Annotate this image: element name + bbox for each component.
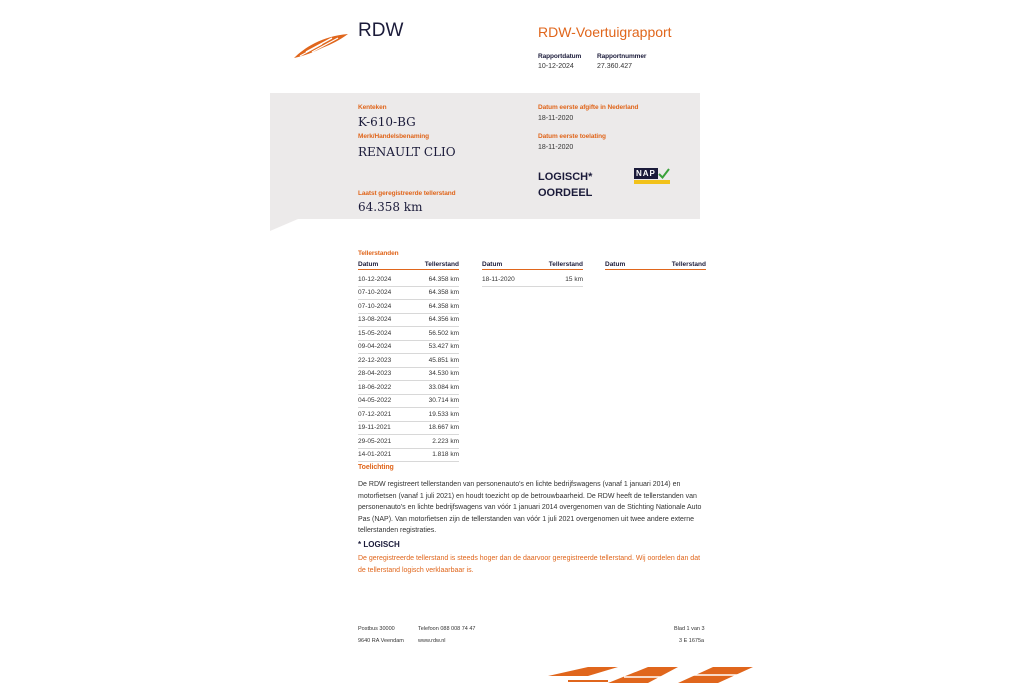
- first-nl-value: 18-11-2020: [538, 115, 574, 122]
- header-date: Datum: [482, 261, 503, 268]
- logisch-title: * LOGISCH: [358, 540, 400, 549]
- row-reading: 64.358 km: [428, 289, 459, 297]
- footer-postbus: Postbus 30000: [358, 626, 395, 632]
- plate-label: Kenteken: [358, 104, 387, 111]
- readings-column-1: [358, 261, 459, 462]
- row-reading: 34.530 km: [428, 370, 459, 378]
- report-title: RDW-Voertuigrapport: [538, 24, 672, 40]
- last-reading-label: Laatst geregistreerde tellerstand: [358, 190, 456, 197]
- row-date: 19-11-2021: [358, 424, 391, 432]
- brand-name: RDW: [358, 20, 404, 41]
- table-row: [358, 327, 459, 341]
- header-reading: Tellerstand: [548, 261, 583, 268]
- explanation-paragraph: De RDW registreert tellerstanden van personenauto's en lichte bedrijfswagens (vanaf 1 januari 2014) en motorfietsen (vanaf 1 juli 2021) en houdt toezicht op de betrouwbaarheid. De RDW heeft de tellerstanden van personenauto's en lichte bedrijfswagens van vóór 1 januari 2014 overgenomen van de Stichting Nationale Auto Pas (NAP). Van motorfietsen zijn de tellerstanden van vóór 1 juli 2021 overgenomen uit twee andere externe tellerstanden registraties.: [358, 481, 702, 534]
- table-row: [358, 314, 459, 328]
- plate-value: K-610-BG: [358, 115, 416, 129]
- table-row: [358, 300, 459, 314]
- last-reading-value: 64.358 km: [358, 200, 423, 214]
- row-date: 10-12-2024: [358, 275, 392, 283]
- vehicle-panel: [270, 93, 700, 219]
- row-date: 18-06-2022: [358, 383, 392, 391]
- table-header: [358, 261, 459, 270]
- table-row: [358, 368, 459, 382]
- logisch-text: De geregistreerde tellerstand is steeds hoger dan de daarvoor geregistreerde tellerstand. Wij oordelen dan dat de tellerstand logisch verklaarbaar is.: [358, 555, 701, 574]
- row-reading: 18.667 km: [428, 424, 459, 432]
- table-row: [358, 273, 459, 287]
- make-value: RENAULT CLIO: [358, 145, 456, 159]
- row-date: 09-04-2024: [358, 343, 392, 351]
- table-header: [482, 261, 583, 270]
- header-reading: Tellerstand: [424, 261, 459, 268]
- row-date: 13-08-2024: [358, 316, 392, 324]
- explanation-title: Toelichting: [358, 464, 394, 471]
- table-row: [358, 435, 459, 449]
- report-number-label: Rapportnummer: [597, 53, 647, 60]
- nap-logo-icon: [634, 168, 676, 186]
- first-admission-label: Datum eerste toelating: [538, 133, 606, 140]
- row-date: 04-05-2022: [358, 397, 392, 405]
- row-date: 07-12-2021: [358, 410, 392, 418]
- header-date: Datum: [358, 261, 379, 268]
- footer-phone: Telefoon 088 008 74 47: [418, 626, 476, 632]
- table-row: [358, 354, 459, 368]
- checkmark-icon: [658, 168, 670, 179]
- report-date-label: Rapportdatum: [538, 53, 582, 60]
- row-reading: 56.502 km: [428, 329, 459, 337]
- footer-page: Blad 1 van 3: [674, 626, 705, 632]
- readings-title: Tellerstanden: [358, 250, 399, 257]
- report-date: 10-12-2024: [538, 63, 574, 70]
- panel-corner: [270, 219, 298, 231]
- header-reading: Tellerstand: [671, 261, 706, 268]
- row-reading: 45.851 km: [428, 356, 459, 364]
- row-reading: 64.356 km: [428, 316, 459, 324]
- row-date: 07-10-2024: [358, 289, 392, 297]
- table-row: [358, 341, 459, 355]
- row-reading: 33.084 km: [428, 383, 459, 391]
- footer-city: 9640 RA Veendam: [358, 638, 404, 644]
- row-reading: 53.427 km: [428, 343, 459, 351]
- readings-column-2: [482, 261, 583, 287]
- row-date: 29-05-2021: [358, 437, 392, 445]
- row-reading: 15 km: [565, 275, 583, 283]
- verdict-line1: LOGISCH*: [538, 171, 593, 183]
- report-number: 27.360.427: [597, 63, 633, 70]
- header-date: Datum: [605, 261, 626, 268]
- table-row: [482, 273, 583, 287]
- table-row: [358, 381, 459, 395]
- readings-column-3: [605, 261, 706, 270]
- row-date: 28-04-2023: [358, 370, 392, 378]
- row-date: 15-05-2024: [358, 329, 392, 337]
- row-date: 18-11-2020: [482, 275, 515, 283]
- row-reading: 64.358 km: [428, 275, 459, 283]
- row-date: 07-10-2024: [358, 302, 392, 310]
- decorative-stripes-icon: [548, 662, 758, 683]
- row-reading: 1.818 km: [432, 451, 459, 459]
- table-row: [358, 449, 459, 463]
- table-row: [358, 287, 459, 301]
- nap-logo-text: NAP: [636, 169, 656, 178]
- first-admission-value: 18-11-2020: [538, 144, 574, 151]
- table-row: [358, 395, 459, 409]
- row-date: 14-01-2021: [358, 451, 392, 459]
- rdw-logo-icon: [292, 30, 350, 62]
- first-nl-label: Datum eerste afgifte in Nederland: [538, 104, 639, 111]
- row-date: 22-12-2023: [358, 356, 392, 364]
- table-row: [358, 408, 459, 422]
- make-label: Merk/Handelsbenaming: [358, 133, 429, 140]
- row-reading: 2.223 km: [432, 437, 459, 445]
- verdict-line2: OORDEEL: [538, 187, 593, 199]
- row-reading: 30.714 km: [428, 397, 459, 405]
- footer-web: www.rdw.nl: [418, 638, 446, 644]
- row-reading: 19.533 km: [428, 410, 459, 418]
- row-reading: 64.358 km: [428, 302, 459, 310]
- table-header: [605, 261, 706, 270]
- table-row: [358, 422, 459, 436]
- footer-code: 3 E 1675a: [679, 638, 705, 644]
